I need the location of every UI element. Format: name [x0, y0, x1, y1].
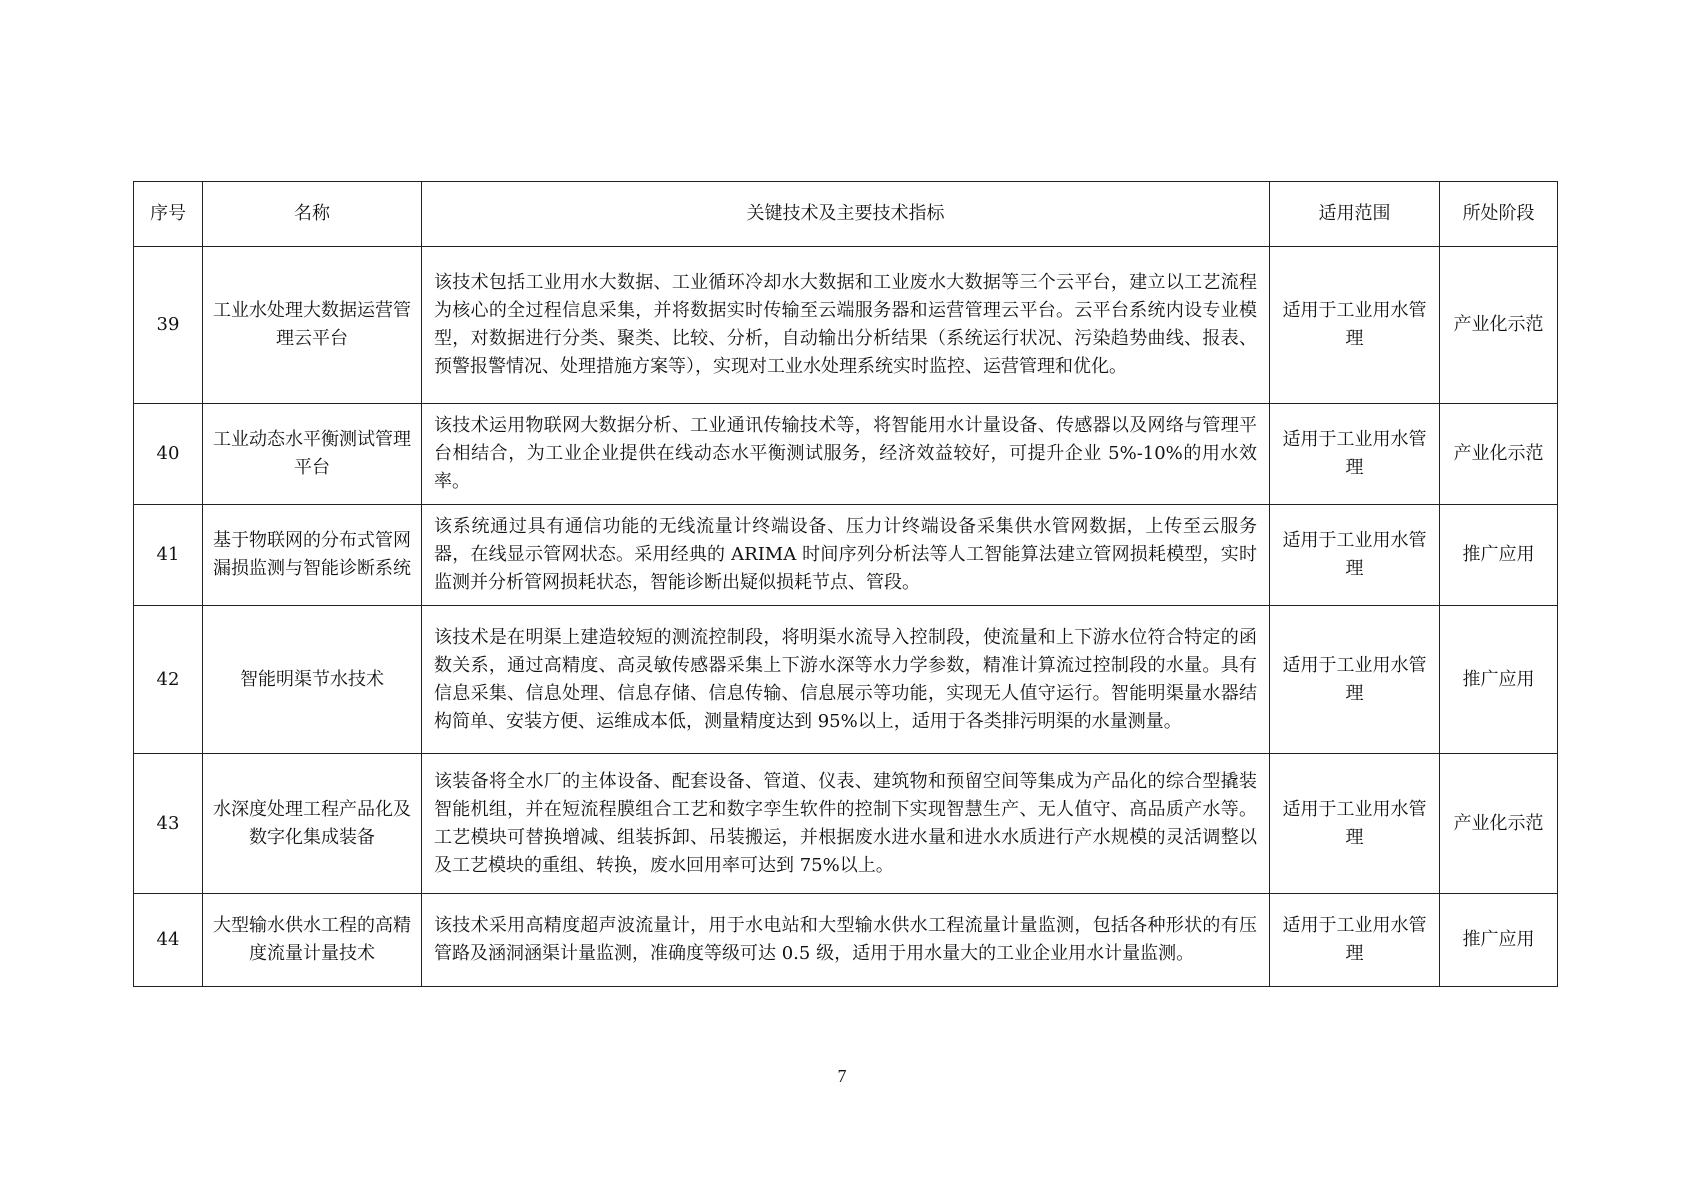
row-description: 该系统通过具有通信功能的无线流量计终端设备、压力计终端设备采集供水管网数据，上传至云服务器，在线显示管网状态。采用经典的 ARIMA 时间序列分析法等人工智能算法建立管网损耗模型，实时监测并分析管网损耗状态，智能诊断出疑似损耗节点、管段。	[422, 505, 1270, 606]
technology-table	[133, 181, 1558, 987]
row-stage: 推广应用	[1440, 606, 1558, 754]
header-name: 名称	[203, 182, 422, 247]
table-header-row	[134, 182, 1558, 247]
header-no: 序号	[134, 182, 203, 247]
row-scope: 适用于工业用水管理	[1270, 606, 1440, 754]
row-scope: 适用于工业用水管理	[1270, 404, 1440, 505]
row-name: 大型输水供水工程的高精度流量计量技术	[203, 894, 422, 987]
row-no: 40	[134, 404, 203, 505]
technology-table-container	[133, 181, 1557, 987]
row-stage: 推广应用	[1440, 505, 1558, 606]
table-row	[134, 247, 1558, 404]
header-scope: 适用范围	[1270, 182, 1440, 247]
row-name: 水深度处理工程产品化及数字化集成装备	[203, 754, 422, 894]
row-name: 智能明渠节水技术	[203, 606, 422, 754]
table-row	[134, 754, 1558, 894]
table-row	[134, 505, 1558, 606]
row-scope: 适用于工业用水管理	[1270, 247, 1440, 404]
row-no: 43	[134, 754, 203, 894]
row-description: 该技术是在明渠上建造较短的测流控制段，将明渠水流导入控制段，使流量和上下游水位符合特定的函数关系，通过高精度、高灵敏传感器采集上下游水深等水力学参数，精准计算流过控制段的水量。具有信息采集、信息处理、信息存储、信息传输、信息展示等功能，实现无人值守运行。智能明渠量水器结构简单、安装方便、运维成本低，测量精度达到 95%以上，适用于各类排污明渠的水量测量。	[422, 606, 1270, 754]
table-row	[134, 606, 1558, 754]
table-row	[134, 894, 1558, 987]
row-no: 41	[134, 505, 203, 606]
row-scope: 适用于工业用水管理	[1270, 505, 1440, 606]
row-description: 该技术运用物联网大数据分析、工业通讯传输技术等，将智能用水计量设备、传感器以及网络与管理平台相结合，为工业企业提供在线动态水平衡测试服务，经济效益较好，可提升企业 5%-10%的用水效率。	[422, 404, 1270, 505]
row-description: 该装备将全水厂的主体设备、配套设备、管道、仪表、建筑物和预留空间等集成为产品化的综合型撬装智能机组，并在短流程膜组合工艺和数字孪生软件的控制下实现智慧生产、无人值守、高品质产水等。工艺模块可替换增减、组装拆卸、吊装搬运，并根据废水进水量和进水水质进行产水规模的灵活调整以及工艺模块的重组、转换，废水回用率可达到 75%以上。	[422, 754, 1270, 894]
row-stage: 产业化示范	[1440, 404, 1558, 505]
table-row	[134, 404, 1558, 505]
row-no: 39	[134, 247, 203, 404]
row-scope: 适用于工业用水管理	[1270, 894, 1440, 987]
row-name: 工业动态水平衡测试管理平台	[203, 404, 422, 505]
row-stage: 产业化示范	[1440, 247, 1558, 404]
row-scope: 适用于工业用水管理	[1270, 754, 1440, 894]
header-key-tech: 关键技术及主要技术指标	[422, 182, 1270, 247]
row-no: 42	[134, 606, 203, 754]
header-stage: 所处阶段	[1440, 182, 1558, 247]
row-no: 44	[134, 894, 203, 987]
row-name: 工业水处理大数据运营管理云平台	[203, 247, 422, 404]
page-number: 7	[837, 1066, 847, 1086]
row-stage: 推广应用	[1440, 894, 1558, 987]
row-description: 该技术包括工业用水大数据、工业循环冷却水大数据和工业废水大数据等三个云平台，建立以工艺流程为核心的全过程信息采集，并将数据实时传输至云端服务器和运营管理云平台。云平台系统内设专业模型，对数据进行分类、聚类、比较、分析，自动输出分析结果（系统运行状况、污染趋势曲线、报表、预警报警情况、处理措施方案等），实现对工业水处理系统实时监控、运营管理和优化。	[422, 247, 1270, 404]
row-description: 该技术采用高精度超声波流量计，用于水电站和大型输水供水工程流量计量监测，包括各种形状的有压管路及涵洞涵渠计量监测，准确度等级可达 0.5 级，适用于用水量大的工业企业用水计量监测。	[422, 894, 1270, 987]
row-name: 基于物联网的分布式管网漏损监测与智能诊断系统	[203, 505, 422, 606]
row-stage: 产业化示范	[1440, 754, 1558, 894]
